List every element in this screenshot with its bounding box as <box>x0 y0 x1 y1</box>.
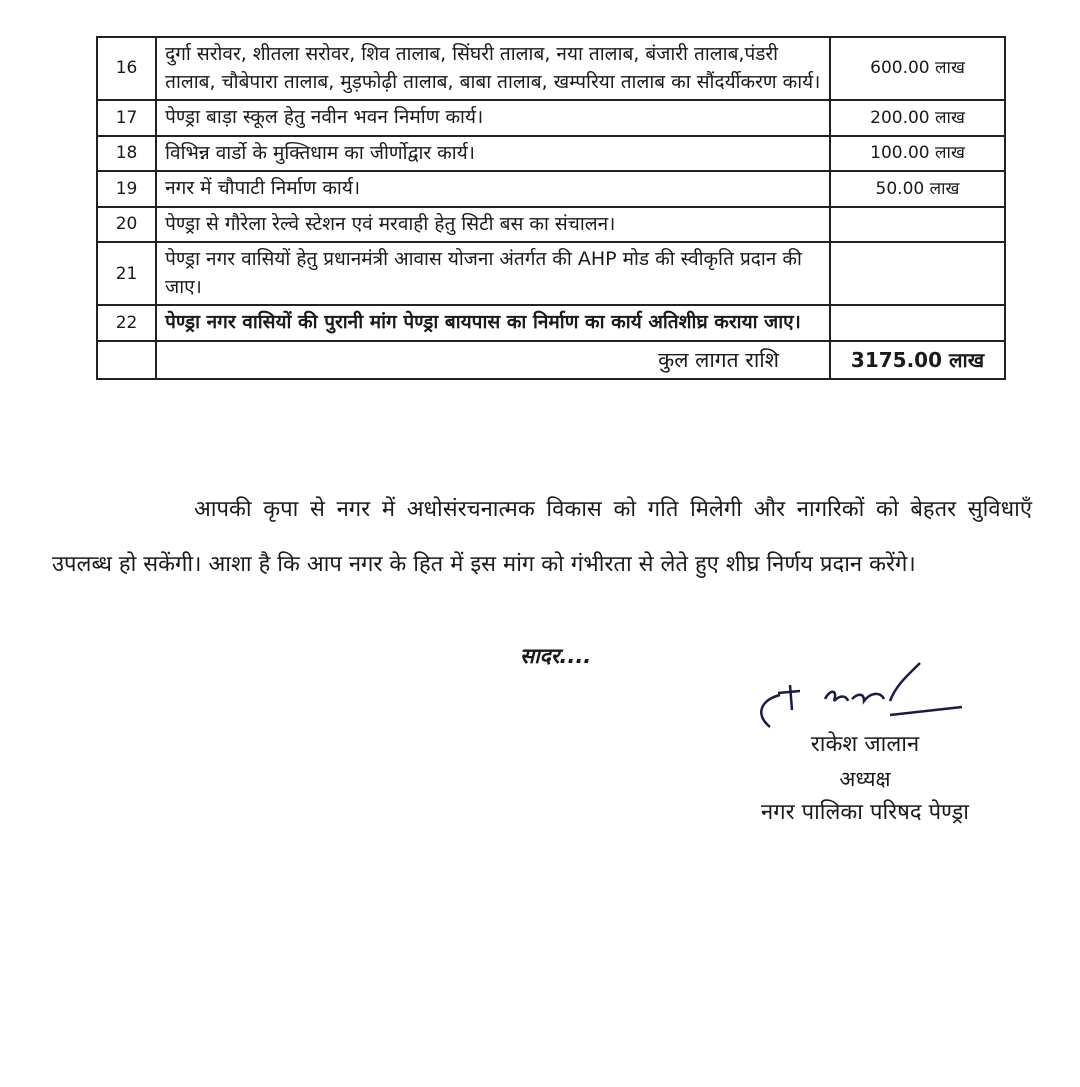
table-row <box>97 242 1005 305</box>
work-amount: 600.00 लाख <box>830 37 1005 100</box>
closing-salutation: सादर.... <box>520 644 592 668</box>
work-amount <box>830 242 1005 305</box>
work-amount: 50.00 लाख <box>830 171 1005 207</box>
signatory-name: राकेश जालान <box>810 732 920 757</box>
signatory-organization: नगर पालिका परिषद पेण्ड्रा <box>761 800 969 825</box>
table-row <box>97 37 1005 100</box>
total-row <box>97 341 1005 379</box>
paragraph-text: आपकी कृपा से नगर में अधोसंरचनात्मक विकास को गति मिलेगी और नागरिकों को बेहतर सुविधाएँ उपलब्ध हो सकेंगी। आशा है कि आप नगर के हित में इस मांग को गंभीरता से लेते हुए शीघ्र निर्णय प्रदान करेंगे। <box>52 497 1032 577</box>
serial-number: 17 <box>97 100 156 136</box>
signatory-designation: अध्यक्ष <box>839 767 891 791</box>
closing-paragraph <box>52 482 1032 592</box>
table-row <box>97 100 1005 136</box>
table-row <box>97 305 1005 341</box>
table-row <box>97 207 1005 243</box>
work-description: नगर में चौपाटी निर्माण कार्य। <box>156 171 830 207</box>
work-amount <box>830 207 1005 243</box>
work-description: पेण्ड्रा बाड़ा स्कूल हेतु नवीन भवन निर्माण कार्य। <box>156 100 830 136</box>
total-label: कुल लागत राशि <box>156 341 830 379</box>
serial-number: 21 <box>97 242 156 305</box>
work-amount: 100.00 लाख <box>830 136 1005 172</box>
work-amount <box>830 305 1005 341</box>
serial-number: 18 <box>97 136 156 172</box>
work-amount: 200.00 लाख <box>830 100 1005 136</box>
total-amount: 3175.00 लाख <box>830 341 1005 379</box>
table-row <box>97 171 1005 207</box>
serial-number: 16 <box>97 37 156 100</box>
cost-table <box>96 36 1006 380</box>
total-serial-empty <box>97 341 156 379</box>
table-row <box>97 136 1005 172</box>
handwritten-signature <box>740 655 980 735</box>
work-description: पेण्ड्रा नगर वासियों हेतु प्रधानमंत्री आवास योजना अंतर्गत की AHP मोड की स्वीकृति प्रदान की जाए। <box>156 242 830 305</box>
serial-number: 22 <box>97 305 156 341</box>
serial-number: 20 <box>97 207 156 243</box>
work-description: पेण्ड्रा से गौरेला रेल्वे स्टेशन एवं मरवाही हेतु सिटी बस का संचालन। <box>156 207 830 243</box>
serial-number: 19 <box>97 171 156 207</box>
work-description: पेण्ड्रा नगर वासियों की पुरानी मांग पेण्ड्रा बायपास का निर्माण का कार्य अतिशीघ्र कराया जाए। <box>156 305 830 341</box>
work-description: दुर्गा सरोवर, शीतला सरोवर, शिव तालाब, सिंघरी तालाब, नया तालाब, बंजारी तालाब,पंडरी तालाब, चौबेपारा तालाब, मुड़फोढ़ी तालाब, बाबा तालाब, खम्परिया तालाब का सौंदर्यीकरण कार्य। <box>156 37 830 100</box>
signatory-block <box>700 728 1030 830</box>
work-description: विभिन्न वार्डो के मुक्तिधाम का जीर्णोद्वार कार्य। <box>156 136 830 172</box>
